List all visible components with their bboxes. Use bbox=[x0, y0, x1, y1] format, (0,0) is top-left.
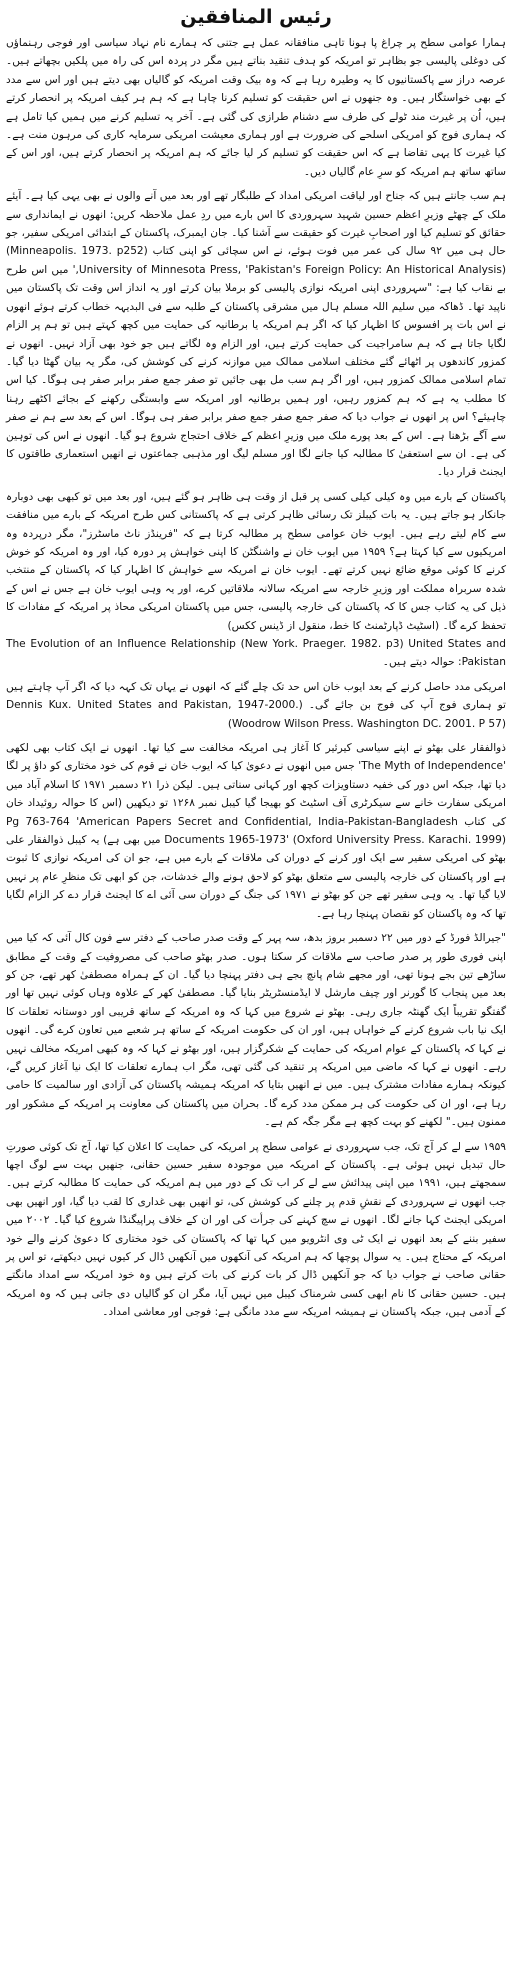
article-paragraph-3: پاکستان کے بارے میں وہ کیلی کیلی کسی پر قبل از وقت ہی ظاہر ہو گئے ہیں، اور بعد میں تو کبھی بھی دوبارہ جانکار ہو جاتے ہیں۔ یہ بات کیبلز تک رسائی ظاہر کرتی ہے کہ پاکستانی کس طرح امریکہ کے بارے میں منافقت سے کام لیتے رہے ہیں۔ ایوب خان عوامی سطح پر مطالبہ کرتا ہے کہ "فرینڈز ناٹ ماسٹرز"، مگر درپردہ وہ امریکیوں سے کیا کہتا ہے؟ ۱۹۵۹ میں ایوب خان نے واشنگٹن کا اپنی خواہش پر دورہ کیا، اور وہ امریکہ کو خوش کرنے کا کوئی موقع ضائع نہیں کرتے تھے۔ ایوب خان نے امریکہ سے خواہش کا اظہار کیا کہ پاکستان کے منتخب شدہ سربراہ مملکت اور وزیرِ خارجہ سے امریکہ سالانہ ملاقاتیں کرے، اور یہ وہی ایوب خان ہے جس نے اس کے ذیل کی یہ کتاب جس کا کہ پاکستان کی خارجہ پالیسی، جس میں پاکستان امریکی محاذ پر امریکہ کے مفادات کا تحفظ کرے گا۔ (اسٹیٹ ڈپارٹمنٹ کا خط، منقول از ڈینس ککس) bbox=[6, 490, 507, 632]
article-paragraph-4: امریکی مدد حاصل کرنے کے بعد ایوب خان اس حد تک چلے گئے کہ انھوں نے یہاں تک کہہ دیا کہ اگر آپ چاہتے ہیں تو ہماری فوج آپ کی فوج بن جائے گی۔ (Dennis Kux. United States and Pakistan, 1947-2000. (Woodrow Wilson Press. Washington DC. 2001. P 57) bbox=[6, 680, 506, 730]
article-paragraph-1: ہمارا عوامی سطح پر چراغ پا ہونا تاہی منافقانہ عمل ہے جتنی کہ ہمارے نام نہاد سیاسی اور فوجی رہنماؤں کی دوغلی پالیسی جو بظاہر تو امریکہ کو ہدف تنقید بناتے ہیں مگر در پردہ اس کی راہ میں پلکیں بچھاتے ہیں۔ عرصہ دراز سے پاکستانیوں کا یہ وطیرہ رہا ہے کہ وہ بیک وقت امریکہ کو گالیاں بھی دیتے ہیں اور اس سے مدد کے بھی خواستگار ہیں۔ وہ جنھوں نے اس حقیقت کو تسلیم کرنا چاہا ہے کہ ہم ہر کیف امریکہ پر انحصار کرتے ہیں، اُن پر غیرت مند ٹولے کی طرف سے دشنام طرازی کی گئی ہے۔ آخر یہ تسلیم کرنے میں ہمیں کیا تامل ہے کہ ہماری فوج کو امریکی اسلحے کی ضرورت ہے اور ہماری معیشت امریکی سرمایہ کاری کی مرہون منت ہے۔ کیا غیرت کا یہی تقاضا ہے کہ اس حقیقت کو تسلیم کر لیا جائے کہ ہم امریکہ پر انحصار کرتے ہیں، اور اس کے ساتھ ساتھ ہم امریکہ کو سرِ عام گالیاں دیں۔ bbox=[6, 37, 506, 178]
article-paragraph-6: "جیرالڈ فورڈ کے دور میں ۲۲ دسمبر بروز بدھ، سہ پہر کے وقت صدر صاحب کے دفتر سے فون کال آئی کہ کیا میں اپنی فوری طور پر صدر صاحب سے ملاقات کر سکتا ہوں۔ صدر بھٹو صاحب کی مصروفیت کے وقت کے مطابق ساڑھے تین بجے ہونا تھی، اور مجھے شام پانچ بجے ہی دفتر پہنچا دیا گیا۔ ان کے ہمراہ مصطفیٰ کھر تھے، جن کو بعد میں پنجاب کا گورنر اور چیف مارشل لا ایڈمنسٹریٹر بنایا گیا۔ مصطفیٰ کھر کے علاوہ وہاں کوئی نہیں تھا اور گفتگو تقریباً ایک گھنٹہ جاری رہی۔ بھٹو نے شروع میں کہا کہ وہ امریکہ کے ساتھ قریبی اور دوستانہ تعلقات کا ایک نیا باب شروع کرنے کے خواہاں ہیں، اور ان کی حکومت امریکہ کے ساتھ ہر شعبے میں تعاون کرے گی۔ انھوں نے کہا کہ پاکستان کے عوام امریکہ کی حمایت کے شکرگزار ہیں، اور بھٹو نے کہا کہ وہ کبھی امریکہ مخالف نہیں رہے۔ انھوں نے کہا کہ ماضی میں امریکہ پر تنقید کی گئی تھی، مگر اب ہمارے تعلقات کا ایک نیا آغاز کریں گے، کیونکہ ہمارے مفادات مشترک ہیں۔ میں نے انھیں بتایا کہ امریکہ ہمیشہ پاکستان کی آزادی اور سالمیت کا حامی رہا ہے، اور ان کی حکومت کی ہر ممکن مدد کرے گا۔ بحران میں پاکستان کی معاونت پر امریکہ کے مشکور اور ممنون ہیں۔" لکھنے کو بہت کچھ ہے مگر جگہ کم ہے۔ bbox=[6, 932, 506, 1129]
article-paragraph-5: ذوالفقار علی بھٹو نے اپنے سیاسی کیرئیر کا آغاز ہی امریکہ مخالفت سے کیا تھا۔ انھوں نے ایک کتاب بھی لکھی 'The Myth of Independence' جس میں انھوں نے دعویٰ کیا کہ ایوب خان نے قوم کی خود مختاری کو داؤ پر لگا دیا تھا، جبکہ اس دور کی خفیہ دستاویزات کچھ اور کہانی سناتی ہیں۔ لیکن ذرا ۲۱ دسمبر ۱۹۷۱ کا اسلام آباد میں امریکی سفارت خانے سے سیکرٹری آف اسٹیٹ کو بھیجا گیا کیبل نمبر ۱۲۶۸ تو دیکھیں (اس کا حوالہ روئیداد خان کی کتاب Pg 763-764 'American Papers Secret and Confidential, India-Pakistan-Bangladesh Documents 1965-1973' (Oxford University Press. Karachi. 1999) میں بھی ہے) یہ کیبل ذوالفقار علی بھٹو کی امریکی سفیر سے ایک اور کرنے کے دوران کی ملاقات کے بارے میں ہے، جو ان کی امریکہ نوازی کا ثبوت ہے اور پاکستان کی خارجہ پالیسی سے متعلق بھٹو کو لاحق ہونے والے خدشات، جن کو ابھی تک منظرِ عام پر نہیں لایا گیا تھا۔ یہ وہی سفیر تھے جن کو بھٹو نے ۱۹۷۱ کی جنگ کے دوران سی آئی اے کا ایجنٹ قرار دے کر الزام لگایا تھا کہ وہ پاکستان کو نقصان پہنچا رہا ہے۔ bbox=[6, 742, 506, 920]
article-paragraph-2: ہم سب جانتے ہیں کہ جناح اور لیاقت امریکی امداد کے طلبگار تھے اور بعد میں آنے والوں نے بھی یہی کیا ہے۔ آیئے ملک کے چھٹے وزیرِ اعظم حسین شہید سہروردی کا اس بارے میں ردِ عمل ملاحظہ کریں: انھوں نے ایمانداری سے حقائق کو تسلیم کیا اور اصحابِ غیرت کو حقیقت سے آشنا کیا۔ جان ایمبرک، پاکستان کے ابتدائی امریکی سفیر، جو حال ہی میں ۹۲ سال کی عمر میں فوت ہوئے، نے اس سچائی کو اپنی کتاب (Minneapolis. 1973. p252) (University of Minnesota Press, 'Pakistan's Foreign Policy: An Historical Analysis,' میں اس طرح بے نقاب کیا ہے: "سہروردی اپنی امریکہ نوازی پالیسی کو برملا بیان کرتے اور یہ انداز اس وقت تک پاکستان میں ناپید تھا۔ ڈھاکہ میں سلیم اللہ مسلم ہال میں مشرقی پاکستان کے طلبہ سے فی البدیہہ خطاب کرتے ہوئے انھوں نے اس بات پر افسوس کا اظہار کیا کہ اگر ہم امریکہ یا برطانیہ کی حمایت میں کچھ کہتے ہیں تو ہم پر الزام لگایا جاتا ہے کہ ہم سامراجیت کی حمایت کرتے ہیں، اور الزام وہ لگاتے ہیں جو خود بھی آزاد نہیں۔ انھوں نے کمزور کاندھوں پر اٹھائے گئے مختلف اسلامی ممالک میں موازنہ کرنے کی کوشش کی، مگر یہ بیان گھٹا دیا گیا۔ تمام اسلامی ممالک کمزور ہیں، اور اگر ہم سب مل بھی جائیں تو صفر جمع صفر برابر صفر ہی ہوگا۔ کیا اس کا مطلب یہ ہے کہ ہم کمزور رہیں، اور ہمیں برطانیہ اور امریکہ سے وابستگی رکھنے کے بجائے اکٹھے رہنا چاہیئے؟ اس پر انھوں نے جواب دیا کہ صفر جمع صفر جمع صفر برابر صفر ہی ہوگا۔ اس کے بعد سے ہم نے صفر سے آگے بڑھنا ہے۔ اس کے بعد پورے ملک میں وزیرِ اعظم کے خلاف احتجاج شروع ہو گیا۔ انھوں نے اس کی توہین کی ہے۔ ان سے استعفیٰ کا مطالبہ کیا جانے لگا اور مسلم لیگ اور مذہبی جماعتوں نے انھیں استعماری طاقتوں کا ایجنٹ قرار دیا۔ bbox=[6, 190, 506, 479]
article-paragraph-7: ۱۹۵۹ سے لے کر آج تک، جب سہروردی نے عوامی سطح پر امریکہ کی حمایت کا اعلان کیا تھا، آج تک کوئی صورتِ حال تبدیل نہیں ہوئی ہے۔ پاکستان کے امریکہ میں موجودہ سفیر حسین حقانی، جنھیں بہت سے لوگ اچھا سمجھتے ہیں، ۱۹۹۱ میں اپنی پیدائش سے لے کر اب تک کے دور میں ہم امریکہ کی حمایت کا مطالبہ کرتے ہیں۔ جب انھوں نے سہروردی کے نقشِ قدم پر چلنے کی کوشش کی، تو انھیں بھی غداری کا لقب دیا گیا، اور انھیں بھی امریکی ایجنٹ کہا جانے لگا۔ انھوں نے سچ کہنے کی جرأت کی اور ان کے خلاف پراپیگنڈا شروع کیا گیا۔ ۲۰۰۲ میں سفیر بننے کے بعد انھوں نے ایک ٹی وی انٹرویو میں کہا تھا کہ پاکستان کی خود مختاری کا دعویٰ کرنے والے خود امریکہ کے محتاج ہیں۔ یہ سوال پوچھا کہ ہم امریکہ کی آنکھوں میں آنکھیں ڈال کر کیوں نہیں دیکھتے، تو اس پر حقانی صاحب نے جواب دیا کہ جو آنکھیں ڈال کر بات کرنے کی بات کرتے ہیں وہ خود امریکہ سے امداد مانگتے ہیں۔ حسین حقانی کا نام ابھی کسی شرمناک کیبل میں نہیں آیا، مگر ان کو گالیاں دی جاتی ہیں کہ وہ امریکہ کے آدمی ہیں، جبکہ پاکستان نے ہمیشہ امریکہ سے مدد مانگی ہے: فوجی اور معاشی امداد۔ bbox=[6, 1140, 506, 1319]
article-paragraph-3-citation: The Evolution of an Influence Relationship (New York. Praeger. 1982. p3) United States and Pakistan: حوالہ دیتے ہیں۔ bbox=[6, 638, 506, 669]
article-title: رئیس المنافقین bbox=[180, 6, 332, 28]
